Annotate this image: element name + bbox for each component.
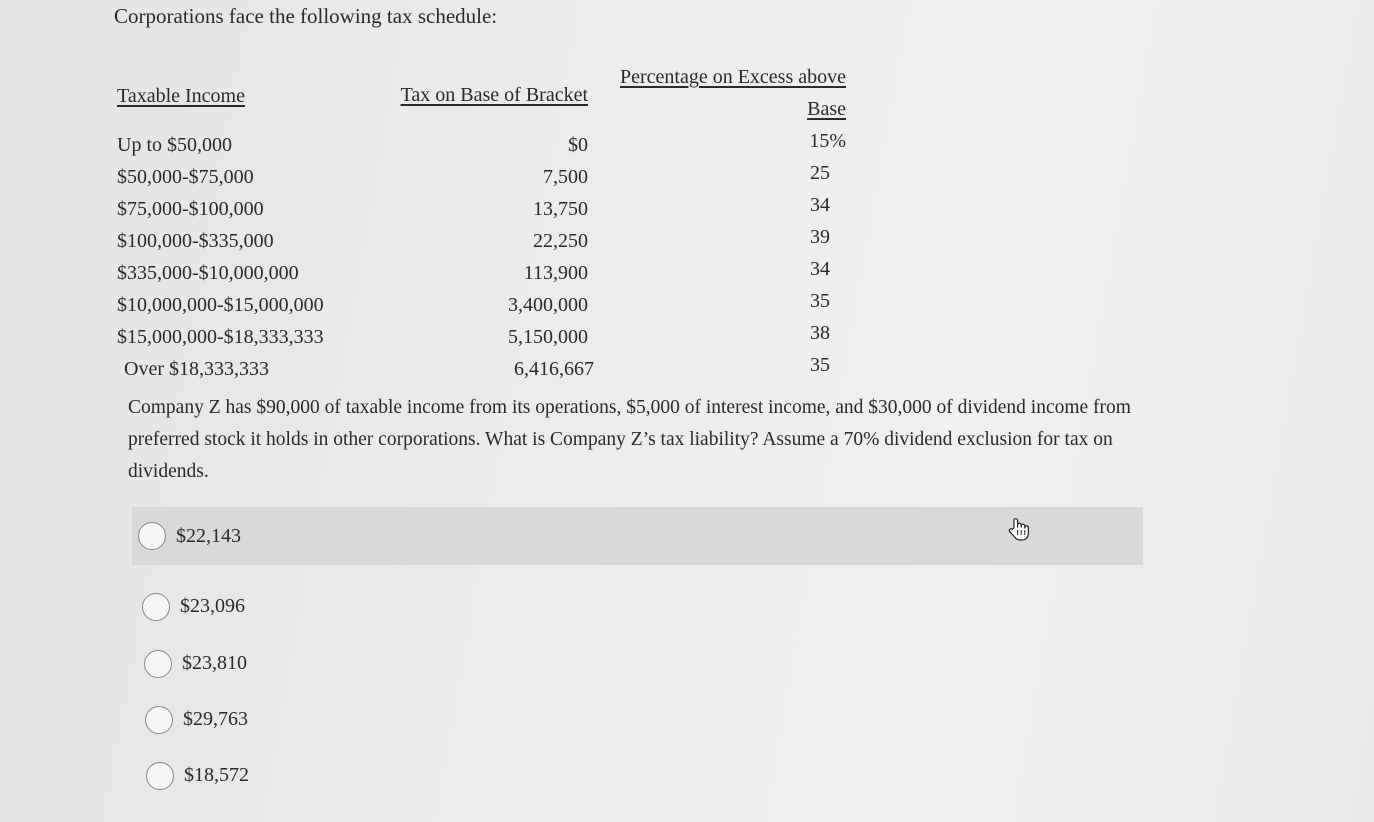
row-pct: 34 (810, 258, 830, 280)
header-percentage-line1: Percentage on Excess above (619, 66, 846, 88)
row-tax: 6,416,667 (514, 358, 594, 380)
row-pct: 15% (809, 130, 846, 152)
row-income: $50,000-$75,000 (117, 166, 254, 188)
answer-option[interactable] (140, 747, 249, 804)
header-percentage-line2: Base (807, 98, 846, 120)
option-label: $23,096 (180, 595, 245, 617)
header-taxable-income: Taxable Income (117, 85, 245, 107)
row-income: Over $18,333,333 (124, 358, 269, 380)
answer-option[interactable] (138, 635, 247, 692)
answer-option[interactable] (132, 507, 1143, 565)
radio-button[interactable] (142, 593, 170, 621)
hand-pointer-icon (1006, 516, 1032, 542)
answer-option[interactable] (136, 578, 245, 635)
radio-button[interactable] (145, 706, 173, 734)
option-label: $23,810 (182, 652, 247, 674)
row-income: $10,000,000-$15,000,000 (117, 294, 324, 316)
row-income: Up to $50,000 (117, 134, 232, 156)
radio-button[interactable] (146, 762, 174, 790)
answer-option[interactable] (139, 691, 248, 748)
row-income: $335,000-$10,000,000 (117, 262, 299, 284)
row-tax: 3,400,000 (508, 294, 588, 316)
row-tax: 113,900 (523, 262, 588, 284)
row-tax: 13,750 (533, 198, 588, 220)
row-income: $75,000-$100,000 (117, 198, 264, 220)
row-pct: 39 (810, 226, 830, 248)
row-income: $15,000,000-$18,333,333 (117, 326, 324, 348)
radio-button[interactable] (144, 650, 172, 678)
row-income: $100,000-$335,000 (117, 230, 274, 252)
row-pct: 35 (810, 354, 830, 376)
row-pct: 34 (810, 194, 830, 216)
row-pct: 38 (810, 322, 830, 344)
row-tax: 5,150,000 (508, 326, 588, 348)
row-tax: $0 (568, 134, 588, 156)
row-pct: 25 (810, 162, 830, 184)
row-tax: 22,250 (533, 230, 588, 252)
option-label: $22,143 (176, 524, 241, 547)
header-tax-on-base: Tax on Base of Bracket (400, 84, 588, 106)
radio-button[interactable] (138, 522, 166, 550)
row-tax: 7,500 (543, 166, 588, 188)
option-label: $29,763 (183, 708, 248, 730)
question-text: Company Z has $90,000 of taxable income from its operations, $5,000 of interest income, and $30,000 of dividend income from preferred stock it holds in other corporations. What is Company Z’s tax liability? Assume a 70% dividend exclusion for tax on dividends. (128, 397, 1131, 482)
option-label: $18,572 (184, 764, 249, 786)
intro-text: Corporations face the following tax schedule: (114, 4, 498, 28)
row-pct: 35 (810, 290, 830, 312)
